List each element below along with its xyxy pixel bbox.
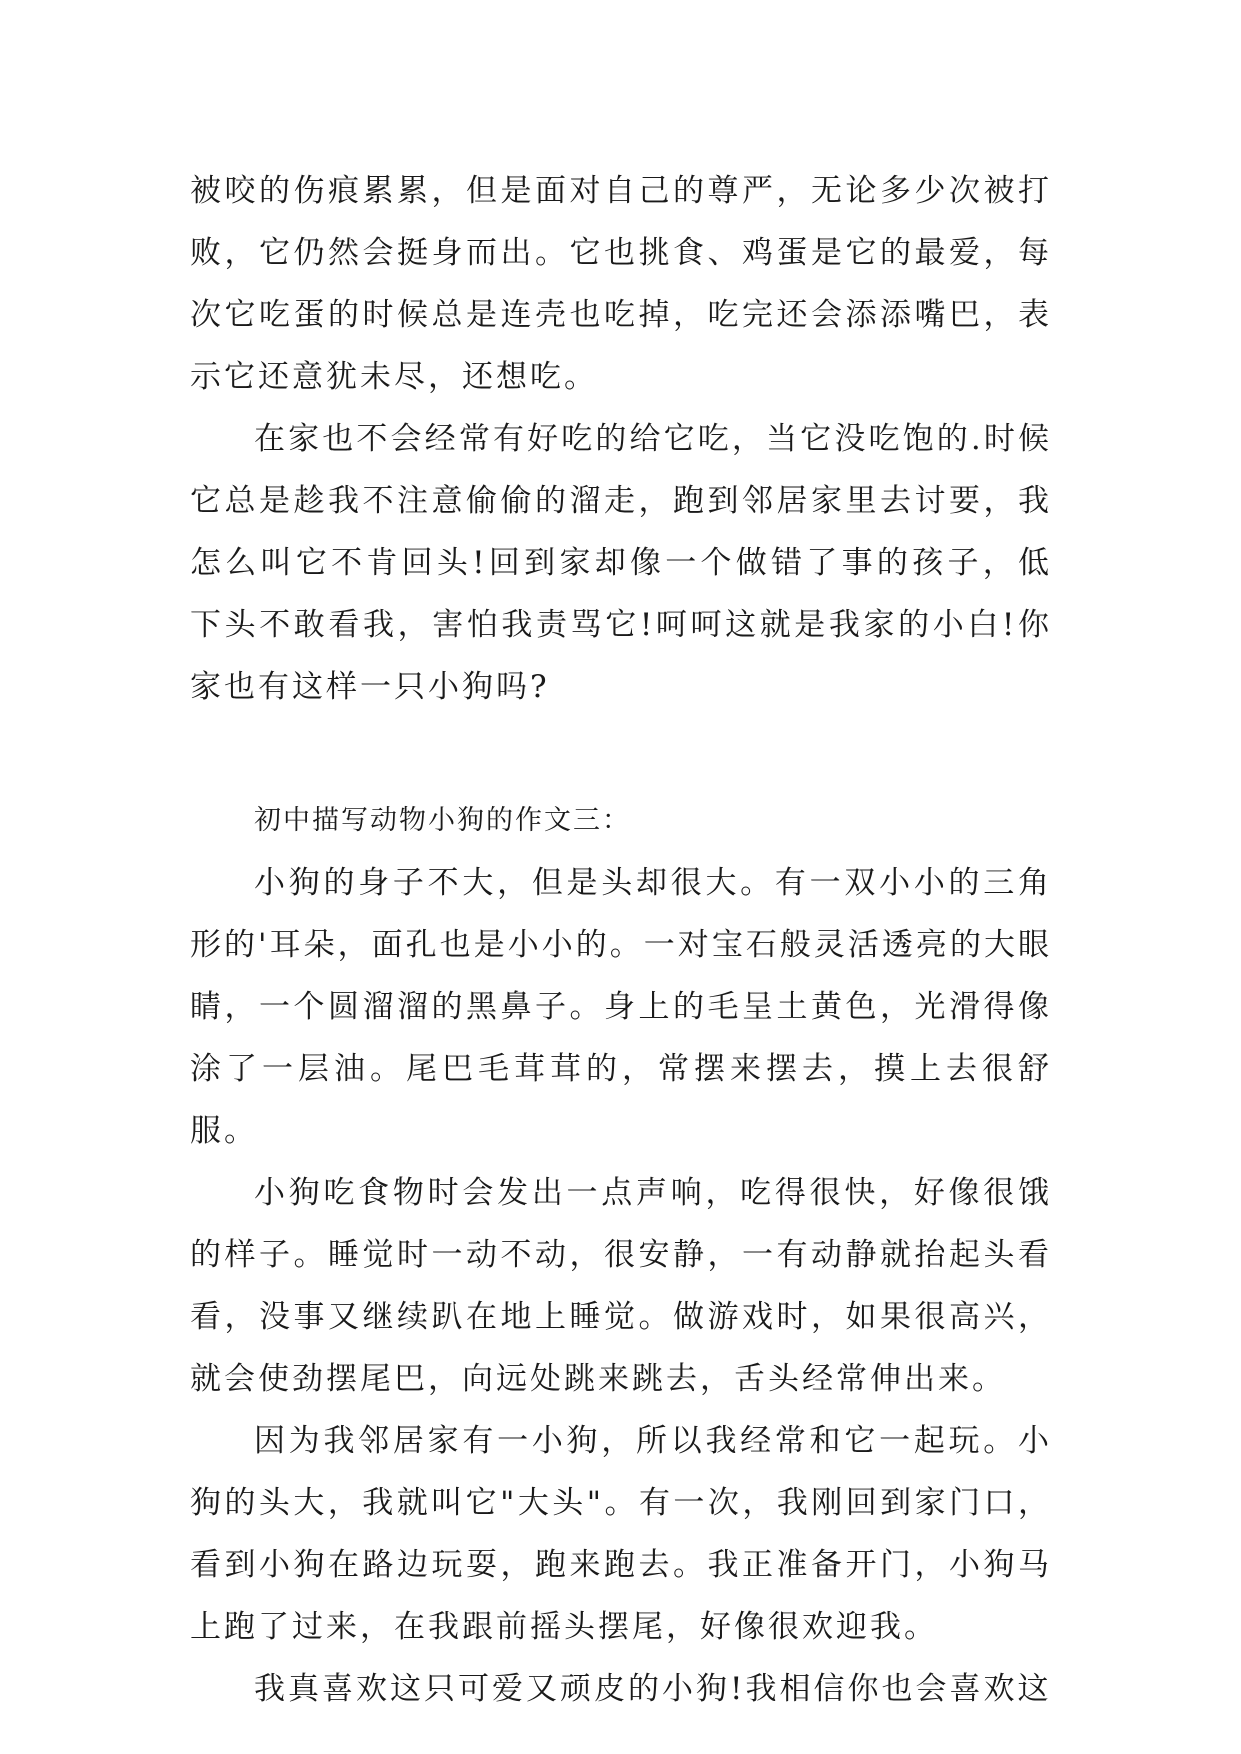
paragraph: 小狗吃食物时会发出一点声响，吃得很快，好像很饿的样子。睡觉时一动不动，很安静，一有动静就抬起头看看，没事又继续趴在地上睡觉。做游戏时，如果很高兴，就会使劲摆尾巴，向远处跳来跳去，舌头经常伸出来。 [190, 1175, 1052, 1397]
paragraph-continuation: 被咬的伤痕累累，但是面对自己的尊严，无论多少次被打败，它仍然会挺身而出。它也挑食、鸡蛋是它的最爱，每次它吃蛋的时候总是连壳也吃掉，吃完还会添添嘴巴，表示它还意犹未尽，还想吃。 [190, 173, 1052, 395]
paragraph: 小狗的身子不大，但是头却很大。有一双小小的三角形的'耳朵，面孔也是小小的。一对宝石般灵活透亮的大眼睛，一个圆溜溜的黑鼻子。身上的毛呈土黄色，光滑得像涂了一层油。尾巴毛茸茸的，常摆来摆去，摸上去很舒服。 [190, 865, 1052, 1149]
paragraph: 我真喜欢这只可爱又顽皮的小狗!我相信你也会喜欢这 [254, 1671, 1052, 1707]
section-heading: 初中描写动物小狗的作文三： [254, 805, 631, 836]
paragraph: 在家也不会经常有好吃的给它吃，当它没吃饱的.时候它总是趁我不注意偷偷的溜走，跑到邻居家里去讨要，我怎么叫它不肯回头!回到家却像一个做错了事的孩子，低下头不敢看我，害怕我责骂它!呵呵这就是我家的小白!你家也有这样一只小狗吗? [190, 421, 1052, 705]
section-gap [190, 718, 1052, 790]
document-page [190, 160, 1052, 1720]
paragraph: 因为我邻居家有一小狗，所以我经常和它一起玩。小狗的头大，我就叫它"大头"。有一次，我刚回到家门口，看到小狗在路边玩耍，跑来跑去。我正准备开门，小狗马上跑了过来，在我跟前摇头摆尾，好像很欢迎我。 [190, 1423, 1052, 1645]
